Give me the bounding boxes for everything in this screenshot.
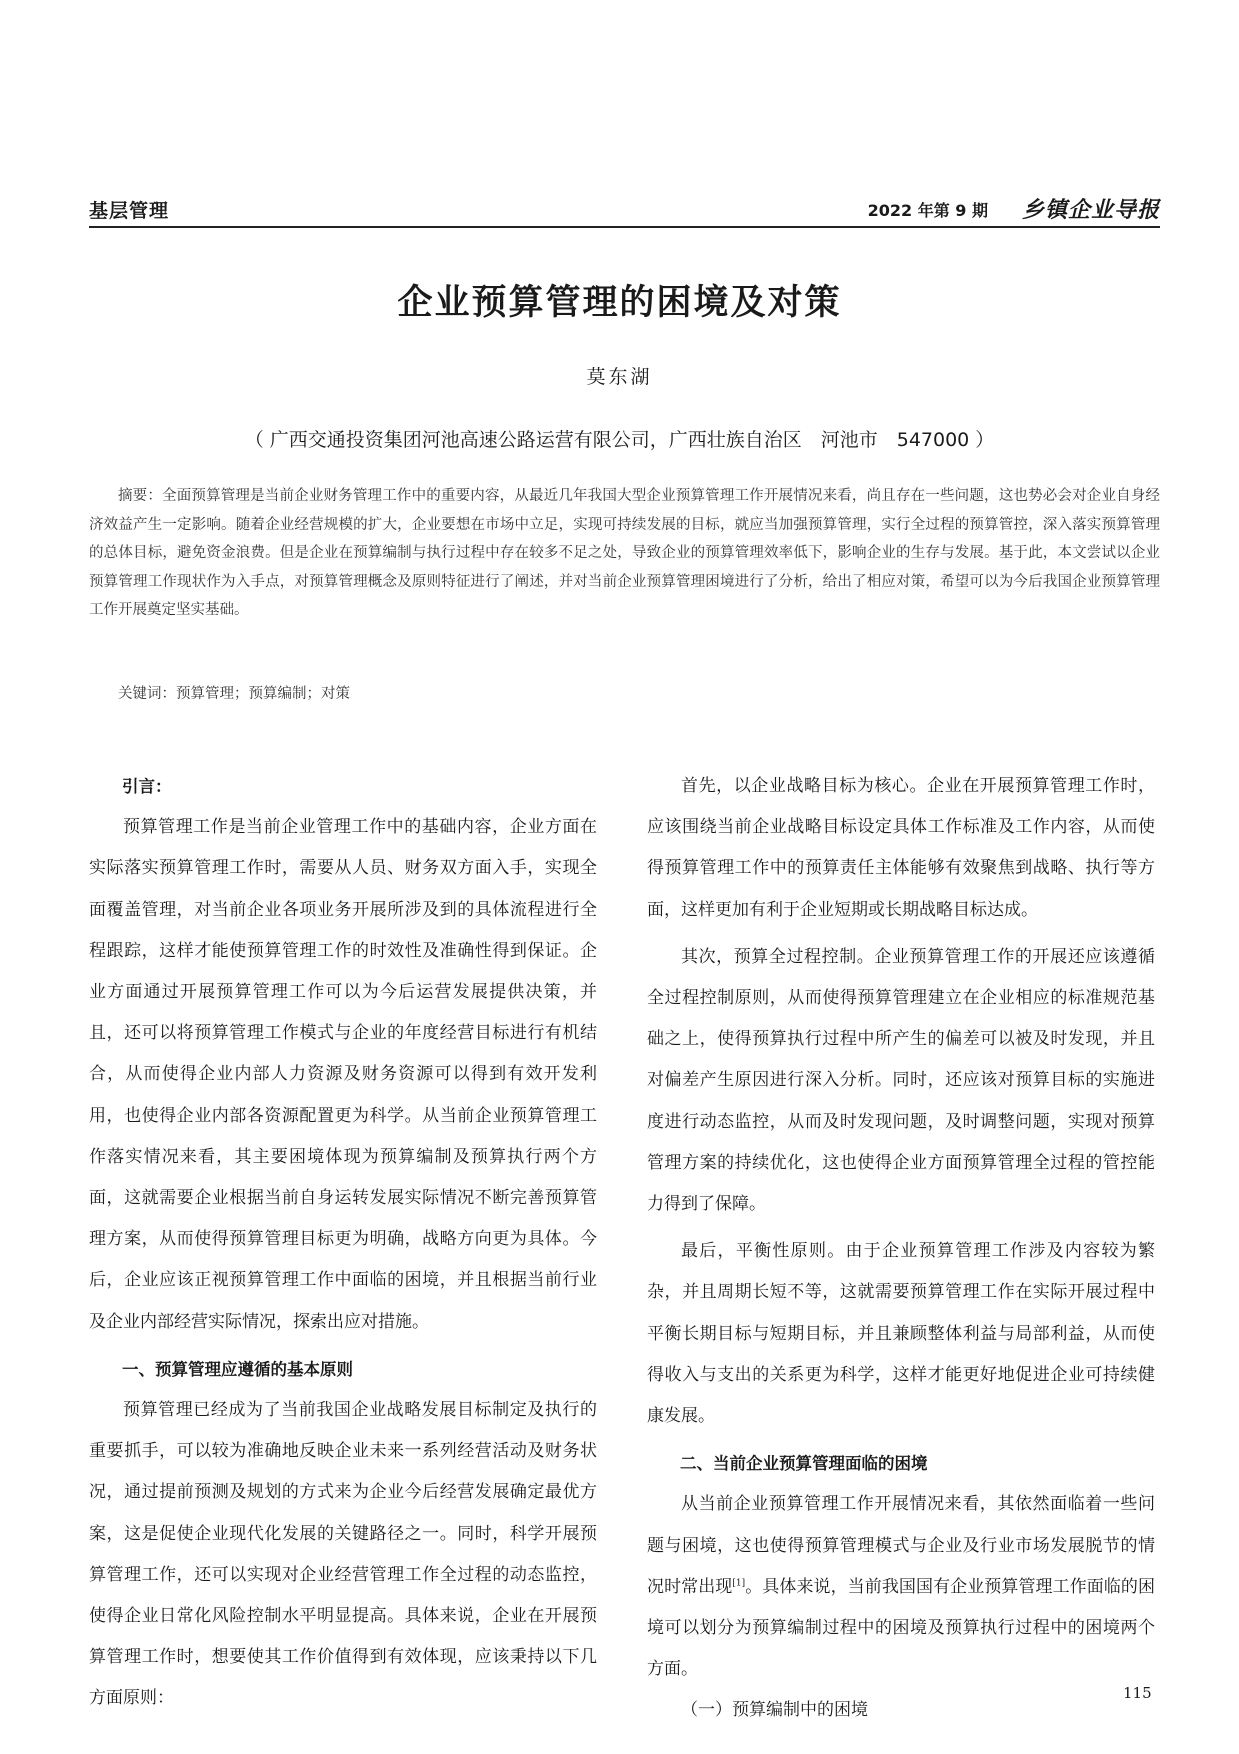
section-1-paragraph: 预算管理已经成为了当前我国企业战略发展目标制定及执行的重要抓手，可以较为准确地反映企业未来一系列经营活动及财务状况，通过提前预测及规划的方式来为企业今后经营发展确定最优方案，这是促使企业现代化发展的关键路径之一。同时，科学开展预算管理工作，还可以实现对企业经营管理工作全过程的动态监控，使得企业日常化风险控制水平明显提高。具体来说，企业在开展预算管理工作时，想要使其工作价值得到有效体现，应该秉持以下几方面原则： <box>89 1400 597 1709</box>
body-column-right <box>647 766 1155 1732</box>
intro-heading: 引言： <box>122 777 172 796</box>
principle-1-paragraph: 首先，以企业战略目标为核心。企业在开展预算管理工作时，应该围绕当前企业战略目标设定具体工作标准及工作内容，从而使得预算管理工作中的预算责任主体能够有效聚焦到战略、执行等方面，这样更加有利于企业短期或长期战略目标达成。 <box>647 776 1155 920</box>
citation-ref[interactable]: [1] <box>732 1578 746 1589</box>
abstract: 摘要：全面预算管理是当前企业财务管理工作中的重要内容，从最近几年我国大型企业预算管理工作开展情况来看，尚且存在一些问题，这也势必会对企业自身经济效益产生一定影响。随着企业经营规模的扩大，企业要想在市场中立足，实现可持续发展的目标，就应当加强预算管理，实行全过程的预算管控，深入落实预算管理的总体目标，避免资金浪费。但是企业在预算编制与执行过程中存在较多不足之处，导致企业的预算管理效率低下，影响企业的生存与发展。基于此，本文尝试以企业预算管理工作现状作为入手点，对预算管理概念及原则特征进行了阐述，并对当前企业预算管理困境进行了分析，给出了相应对策，希望可以为今后我国企业预算管理工作开展奠定坚实基础。 <box>89 488 1160 619</box>
journal-logo: 乡镇企业导报 <box>1021 198 1160 223</box>
principle-2-paragraph: 其次，预算全过程控制。企业预算管理工作的开展还应该遵循全过程控制原则，从而使得预算管理建立在企业相应的标准规范基础之上，使得预算执行过程中所产生的偏差可以被及时发现，并且对偏差产生原因进行深入分析。同时，还应该对预算目标的实施进度进行动态监控，从而及时发现问题，及时调整问题，实现对预算管理方案的持续优化，这也使得企业方面预算管理全过程的管控能力得到了保障。 <box>647 946 1155 1215</box>
intro-paragraph: 预算管理工作是当前企业管理工作中的基础内容，企业方面在实际落实预算管理工作时，需要从人员、财务双方面入手，实现全面覆盖管理，对当前企业各项业务开展所涉及到的具体流程进行全程跟踪，这样才能使预算管理工作的时效性及准确性得到保证。企业方面通过开展预算管理工作可以为今后运营发展提供决策，并且，还可以将预算管理工作模式与企业的年度经营目标进行有机结合，从而使得企业内部人力资源及财务资源可以得到有效开发利用，也使得企业内部各资源配置更为科学。从当前企业预算管理工作落实情况来看，其主要困境体现为预算编制及预算执行两个方面，这就需要企业根据当前自身运转发展实际情况不断完善预算管理方案，从而使得预算管理目标更为明确，战略方向更为具体。今后，企业应该正视预算管理工作中面临的困境，并且根据当前行业及企业内部经营实际情况，探索出应对措施。 <box>89 817 597 1332</box>
section-2-text-b: 。具体来说，当前我国国有企业预算管理工作面临的困境可以划分为预算编制过程中的困境及预算执行过程中的困境两个方面。 <box>647 1576 1156 1680</box>
page-header <box>89 188 1160 230</box>
section-2-text-a: 从当前企业预算管理工作开展情况来看，其依然面临着一些问题与困境，这也使得预算管理模式与企业及行业市场发展脱节的情况时常出现 <box>647 1494 1155 1597</box>
body-column-left <box>89 766 597 1720</box>
article-title: 企业预算管理的困境及对策 <box>397 283 842 323</box>
section-2-paragraph <box>647 1484 1155 1690</box>
section-1-heading: 一、预算管理应遵循的基本原则 <box>122 1359 353 1379</box>
keywords: 关键词：预算管理；预算编制；对策 <box>118 686 350 702</box>
section-tag: 基层管理 <box>89 200 170 222</box>
header-rule <box>89 226 1160 228</box>
author-name: 莫东湖 <box>586 366 653 388</box>
page-number: 115 <box>1123 1684 1152 1702</box>
principle-3-paragraph: 最后，平衡性原则。由于企业预算管理工作涉及内容较为繁杂，并且周期长短不等，这就需要预算管理工作在实际开展过程中平衡长期目标与短期目标，并且兼顾整体利益与局部利益，从而使得收入与支出的关系更为科学，这样才能更好地促进企业可持续健康发展。 <box>647 1241 1155 1427</box>
issue-label: 2022 年第 9 期 <box>867 201 988 220</box>
subsection-1-heading: （一）预算编制中的困境 <box>681 1700 868 1721</box>
section-2-heading: 二、当前企业预算管理面临的困境 <box>680 1454 928 1474</box>
author-affiliation: （ 广西交通投资集团河池高速公路运营有限公司，广西壮族自治区 河池市 547000 ） <box>244 429 995 451</box>
